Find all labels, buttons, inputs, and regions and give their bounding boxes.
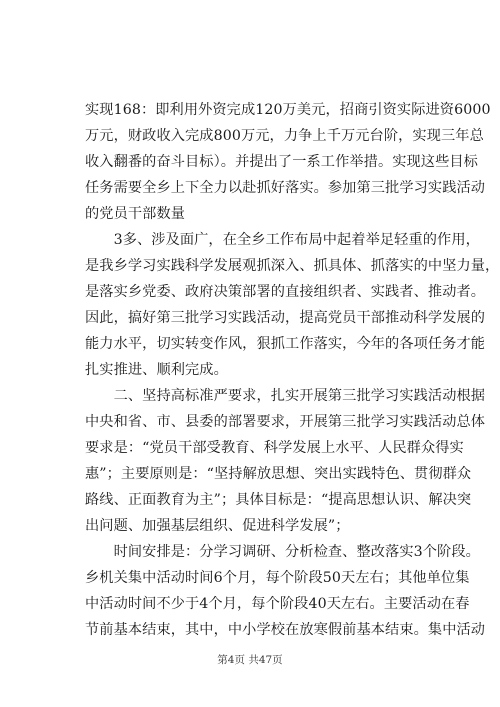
text-line: 路线、正面教育为主”；具体目标是：“提高思想认识、解决突 [85,492,472,508]
text-line: 是我乡学习实践科学发展观抓深入、抓具体、抓落实的中坚力量， [85,258,500,274]
text-line: 要求是：“党员干部受教育、科学发展上水平、人民群众得实 [85,440,464,456]
text-line: 能力水平，切实转变作风，狠抓工作落实，今年的各项任务才能 [85,336,486,352]
text-line: 中央和省、市、县委的部署要求，开展第三批学习实践活动总体 [85,414,486,430]
text-line: 中活动时间不少于4个月，每个阶段40天左右。主要活动在春 [85,596,470,612]
text-line: 任务需要全乡上下全力以赴抓好落实。参加第三批学习实践活动 [85,180,486,196]
text-line: 出问题、加强基层组织、促进科学发展”； [85,518,350,534]
text-line: 的党员干部数量 [85,206,186,222]
text-line: 因此，搞好第三批学习实践活动，提高党员干部推动科学发展的 [85,310,486,326]
text-line: 收入翻番的奋斗目标）。并提出了一系工作举措。实现这些目标 [85,154,478,170]
text-line: 扎实推进、顺利完成。 [85,362,228,378]
text-line: 万元，财政收入完成800万元，力争上千万元台阶，实现三年总 [85,128,484,144]
text-line: 时间安排是：分学习调研、分析检查、整改落实3个阶段。 [85,544,480,560]
text-line: 乡机关集中活动时间6个月，每个阶段50天左右；其他单位集 [85,570,470,586]
text-line: 二、坚持高标准严要求，扎实开展第三批学习实践活动根据 [85,388,486,404]
text-line: 是落实乡党委、政府决策部署的直接组织者、实践者、推动者。 [85,284,486,300]
text-line: 3多、涉及面广，在全乡工作布局中起着举足轻重的作用， [85,232,480,248]
text-line: 惠”；主要原则是：“坚持解放思想、突出实践特色、贯彻群众 [85,466,472,482]
text-line: 实现168：即利用外资完成120万美元，招商引资实际进资6000 [85,102,491,118]
page-number-footer: 第4页 共47页 [217,654,283,666]
document-body [85,97,500,643]
text-line: 节前基本结束，其中，中小学校在放寒假前基本结束。集中活动 [85,622,486,638]
